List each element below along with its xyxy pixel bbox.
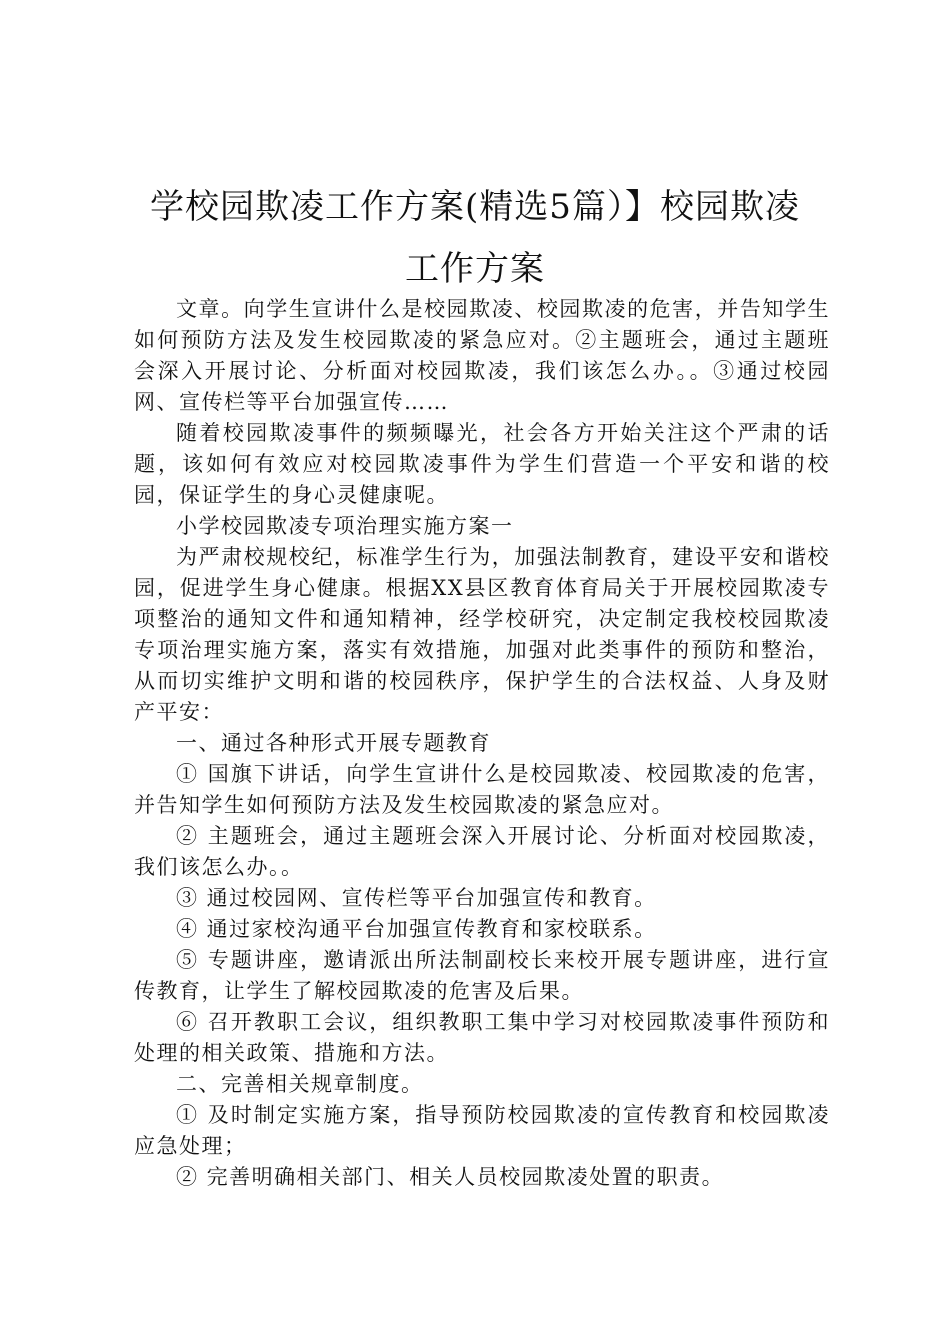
document-title <box>120 176 830 300</box>
document-body <box>134 294 830 1193</box>
section-heading-education: 一、通过各种形式开展专题教育 <box>176 731 491 755</box>
list-item-3: ③ 通过校园网、宣传栏等平台加强宣传和教育。 <box>176 886 657 910</box>
title-line-2: 工作方案 <box>405 249 545 289</box>
rules-item-1: ① 及时制定实施方案，指导预防校园欺凌的宣传教育和校园欺凌应急处理； <box>134 1103 830 1158</box>
paragraph-background: 随着校园欺凌事件的频频曝光，社会各方开始关注这个严肃的话题，该如何有效应对校园欺凌事件为学生们营造一个平安和谐的校园，保证学生的身心灵健康呢。 <box>134 421 830 507</box>
title-line-1: 学校园欺凌工作方案(精选5篇）】校园欺凌 <box>150 187 800 227</box>
paragraph-intro-excerpt: 文章。向学生宣讲什么是校园欺凌、校园欺凌的危害，并告知学生如何预防方法及发生校园欺凌的紧急应对。②主题班会，通过主题班会深入开展讨论、分析面对校园欺凌，我们该怎么办。。③通过校园网、宣传栏等平台加强宣传…… <box>134 297 830 414</box>
section-heading-plan-one: 小学校园欺凌专项治理实施方案一 <box>176 514 514 538</box>
section-heading-rules: 二、完善相关规章制度。 <box>176 1072 424 1096</box>
list-item-2: ② 主题班会，通过主题班会深入开展讨论、分析面对校园欺凌，我们该怎么办。。 <box>134 824 830 879</box>
paragraph-plan-purpose: 为严肃校规校纪，标准学生行为，加强法制教育，建设平安和谐校园，促进学生身心健康。根据XX县区教育体育局关于开展校园欺凌专项整治的通知文件和通知精神，经学校研究，决定制定我校校园欺凌专项治理实施方案，落实有效措施，加强对此类事件的预防和整治，从而切实维护文明和谐的校园秩序，保护学生的合法权益、人身及财产平安： <box>134 545 830 724</box>
list-item-5: ⑤ 专题讲座，邀请派出所法制副校长来校开展专题讲座，进行宣传教育，让学生了解校园欺凌的危害及后果。 <box>134 948 830 1003</box>
list-item-1: ① 国旗下讲话，向学生宣讲什么是校园欺凌、校园欺凌的危害，并告知学生如何预防方法及发生校园欺凌的紧急应对。 <box>134 762 830 817</box>
list-item-6: ⑥ 召开教职工会议，组织教职工集中学习对校园欺凌事件预防和处理的相关政策、措施和方法。 <box>134 1010 830 1065</box>
list-item-4: ④ 通过家校沟通平台加强宣传教育和家校联系。 <box>176 917 657 941</box>
rules-item-2: ② 完善明确相关部门、相关人员校园欺凌处置的职责。 <box>176 1165 725 1189</box>
